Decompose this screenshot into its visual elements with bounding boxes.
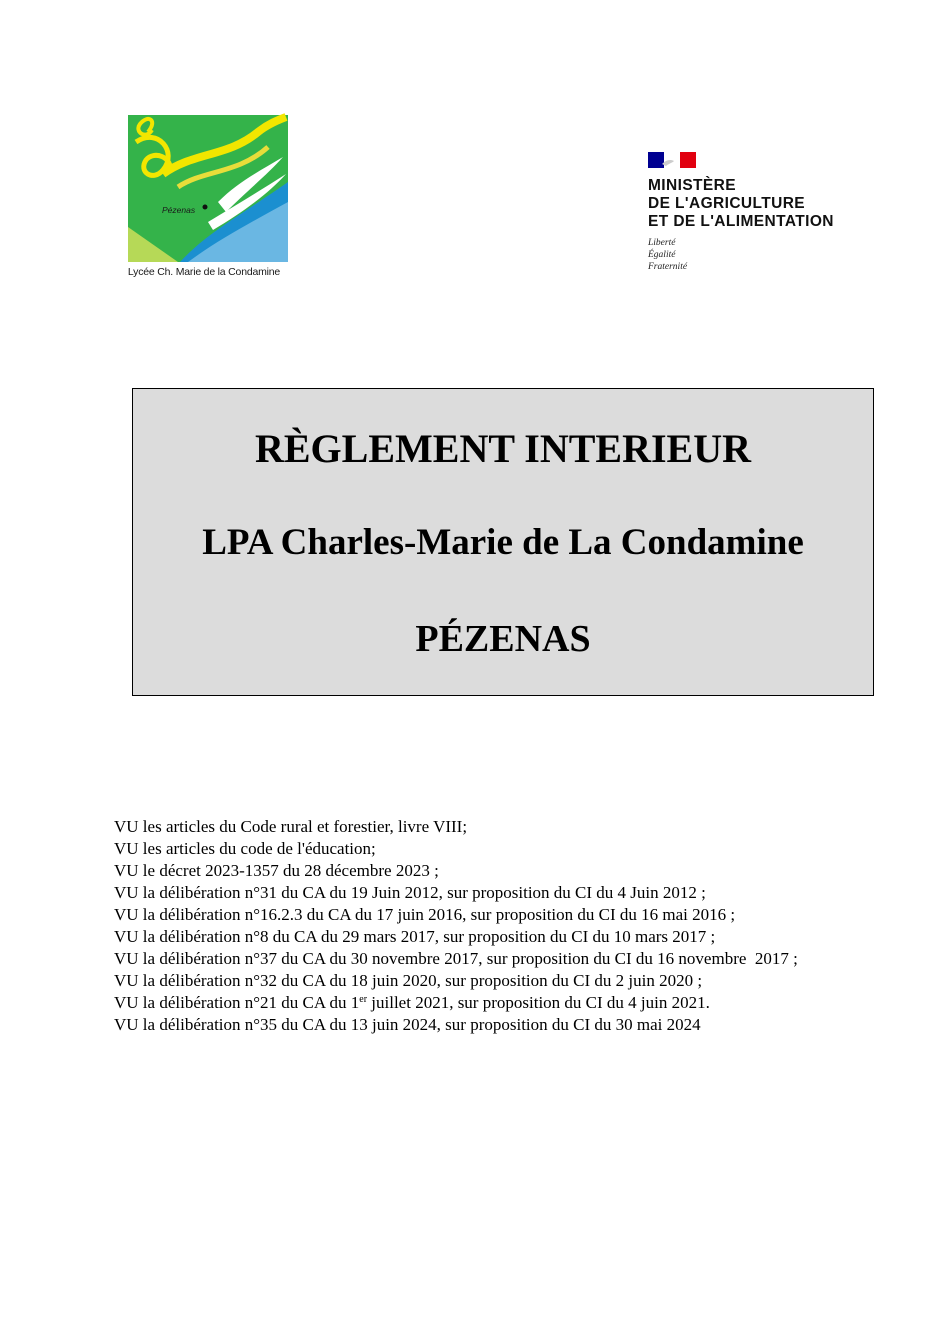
list-item-text: juillet 2021, sur proposition du CI du 4 juin 2021. (367, 993, 710, 1012)
list-item (114, 992, 914, 1014)
list-item: VU le décret 2023-1357 du 28 décembre 2023 ; (114, 861, 439, 880)
list-item: VU la délibération n°35 du CA du 13 juin 2024, sur proposition du CI du 30 mai 2024 (114, 1015, 701, 1034)
document-title: RÈGLEMENT INTERIEUR (254, 426, 752, 471)
list-item: VU la délibération n°8 du CA du 29 mars 2017, sur proposition du CI du 10 mars 2017 ; (114, 927, 716, 946)
list-item: VU la délibération n°16.2.3 du CA du 17 juin 2016, sur proposition du CI du 16 mai 2016 ; (114, 905, 736, 924)
french-flag-icon (648, 152, 696, 168)
list-item: VU la délibération n°32 du CA du 18 juin 2020, sur proposition du CI du 2 juin 2020 ; (114, 971, 703, 990)
list-item: VU la délibération n°37 du CA du 30 novembre 2017, sur proposition du CI du 16 novembre 2017 ; (114, 949, 798, 968)
school-logo (118, 112, 290, 284)
ministry-title-line: MINISTÈRE (648, 177, 736, 194)
school-name: LPA Charles-Marie de La Condamine (202, 522, 804, 563)
motto-line: Liberté (648, 238, 676, 248)
ministry-title-line: ET DE L'ALIMENTATION (648, 213, 834, 230)
ministry-title-line: DE L'AGRICULTURE (648, 195, 806, 212)
ordinal-superscript: er (359, 994, 368, 1005)
list-item: VU les articles du Code rural et forestier, livre VIII; (114, 817, 468, 836)
legal-references-list (114, 816, 914, 1036)
list-item: VU les articles du code de l'éducation; (114, 839, 376, 858)
ministry-title (648, 177, 834, 231)
motto-line: Fraternité (648, 262, 688, 272)
logo-caption: Lycée Ch. Marie de la Condamine (127, 266, 281, 278)
republic-motto (648, 237, 687, 273)
school-logo-graphic (118, 112, 290, 272)
list-item: VU la délibération n°31 du CA du 19 Juin 2012, sur proposition du CI du 4 Juin 2012 ; (114, 883, 706, 902)
logo-town-label: Pézenas (162, 205, 196, 215)
title-box (132, 388, 874, 696)
motto-line: Égalité (648, 250, 676, 260)
town-name: PÉZENAS (415, 618, 591, 660)
list-item-text: VU la délibération n°21 du CA du 1 (114, 993, 360, 1012)
ministry-logo (648, 152, 878, 277)
